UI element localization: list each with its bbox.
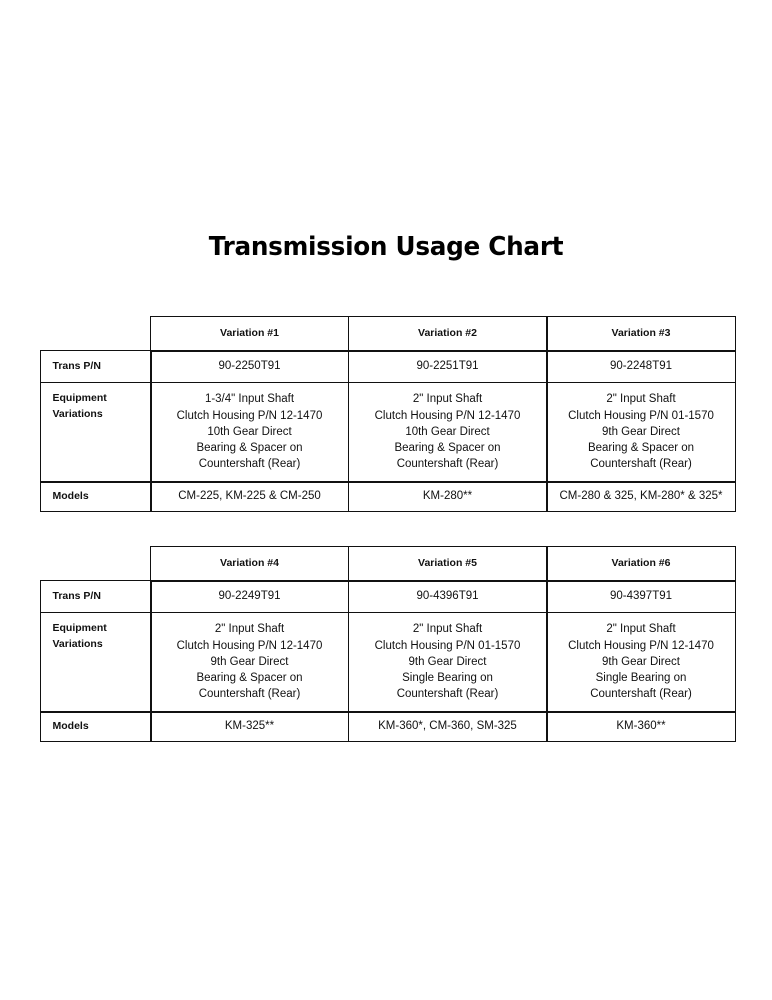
models-value: KM-280** [348, 481, 548, 512]
equipment-line: 10th Gear Direct [207, 425, 292, 438]
equipment-label [40, 382, 152, 483]
equipment-line: 2" Input Shaft [214, 623, 285, 636]
equipment-line: Clutch Housing P/N 12-1470 [374, 409, 521, 422]
models-label: Models [40, 481, 152, 512]
variation-header: Variation #6 [546, 546, 736, 582]
equipment-cell [348, 612, 548, 713]
equipment-line: 1-3/4" Input Shaft [204, 393, 295, 406]
equipment-cell [348, 382, 548, 483]
models-value: KM-360*, CM-360, SM-325 [348, 711, 548, 742]
trans-pn-value: 90-2251T91 [348, 350, 548, 383]
variation-header: Variation #3 [546, 316, 736, 352]
equipment-cell [150, 612, 349, 713]
corner-blank [40, 316, 152, 352]
variation-header: Variation #5 [348, 546, 548, 582]
equipment-line: Countershaft (Rear) [590, 458, 692, 471]
equipment-line: 2" Input Shaft [606, 393, 676, 406]
header-row [41, 317, 738, 352]
equipment-line: Countershaft (Rear) [198, 458, 301, 471]
equipment-line: Clutch Housing P/N 12-1470 [568, 639, 714, 652]
corner-blank [40, 546, 152, 582]
equipment-line: Clutch Housing P/N 01-1570 [568, 409, 714, 422]
trans-pn-label: Trans P/N [40, 350, 152, 383]
variation-header: Variation #1 [150, 316, 349, 352]
trans-pn-label: Trans P/N [40, 580, 152, 613]
equipment-line: 9th Gear Direct [602, 655, 680, 668]
equipment-label [40, 612, 152, 713]
equipment-line: 9th Gear Direct [408, 655, 487, 668]
models-value: KM-325** [150, 711, 349, 742]
equipment-row [41, 383, 738, 483]
equipment-line: 9th Gear Direct [602, 425, 680, 438]
trans-pn-value: 90-2249T91 [150, 580, 349, 613]
equipment-cell [546, 382, 736, 483]
equipment-line: Clutch Housing P/N 12-1470 [176, 639, 323, 652]
equipment-line: Clutch Housing P/N 01-1570 [374, 639, 521, 652]
trans-pn-value: 90-4397T91 [546, 580, 736, 613]
trans-pn-row [41, 352, 738, 384]
equipment-line: Single Bearing on [402, 672, 493, 685]
equipment-line: Countershaft (Rear) [396, 688, 499, 701]
equipment-line: 2" Input Shaft [412, 393, 483, 406]
variation-header: Variation #4 [150, 546, 349, 582]
equipment-line: Countershaft (Rear) [396, 458, 499, 471]
equipment-line: Bearing & Spacer on [196, 442, 303, 455]
header-row [41, 547, 738, 582]
equipment-line: Single Bearing on [595, 672, 687, 685]
equipment-line: 10th Gear Direct [405, 425, 490, 438]
equipment-label-line: Equipment [52, 391, 107, 404]
equipment-row [41, 613, 738, 713]
models-row [41, 713, 738, 743]
trans-pn-row [41, 582, 738, 614]
equipment-label-line: Variations [52, 407, 103, 420]
trans-pn-value: 90-4396T91 [348, 580, 548, 613]
equipment-line: 2" Input Shaft [606, 623, 676, 636]
equipment-line: Bearing & Spacer on [587, 442, 695, 455]
equipment-line: 9th Gear Direct [210, 655, 289, 668]
equipment-label-line: Variations [52, 637, 103, 650]
usage-table-1 [41, 317, 738, 512]
trans-pn-value: 90-2250T91 [150, 350, 349, 383]
equipment-line: Countershaft (Rear) [590, 688, 692, 701]
variation-header: Variation #2 [348, 316, 548, 352]
page-title: Transmission Usage Chart [208, 232, 564, 262]
trans-pn-value: 90-2248T91 [546, 350, 736, 383]
equipment-line: Countershaft (Rear) [198, 688, 301, 701]
models-value: KM-360** [546, 711, 736, 742]
equipment-label-line: Equipment [52, 621, 107, 634]
usage-table-2 [41, 547, 738, 742]
equipment-line: 2" Input Shaft [412, 623, 483, 636]
models-value: CM-225, KM-225 & CM-250 [150, 481, 349, 512]
models-row [41, 483, 738, 513]
equipment-line: Bearing & Spacer on [394, 442, 501, 455]
equipment-line: Clutch Housing P/N 12-1470 [176, 409, 323, 422]
equipment-cell [546, 612, 736, 713]
models-value: CM-280 & 325, KM-280* & 325* [546, 481, 736, 512]
equipment-line: Bearing & Spacer on [196, 672, 303, 685]
equipment-cell [150, 382, 349, 483]
models-label: Models [40, 711, 152, 742]
